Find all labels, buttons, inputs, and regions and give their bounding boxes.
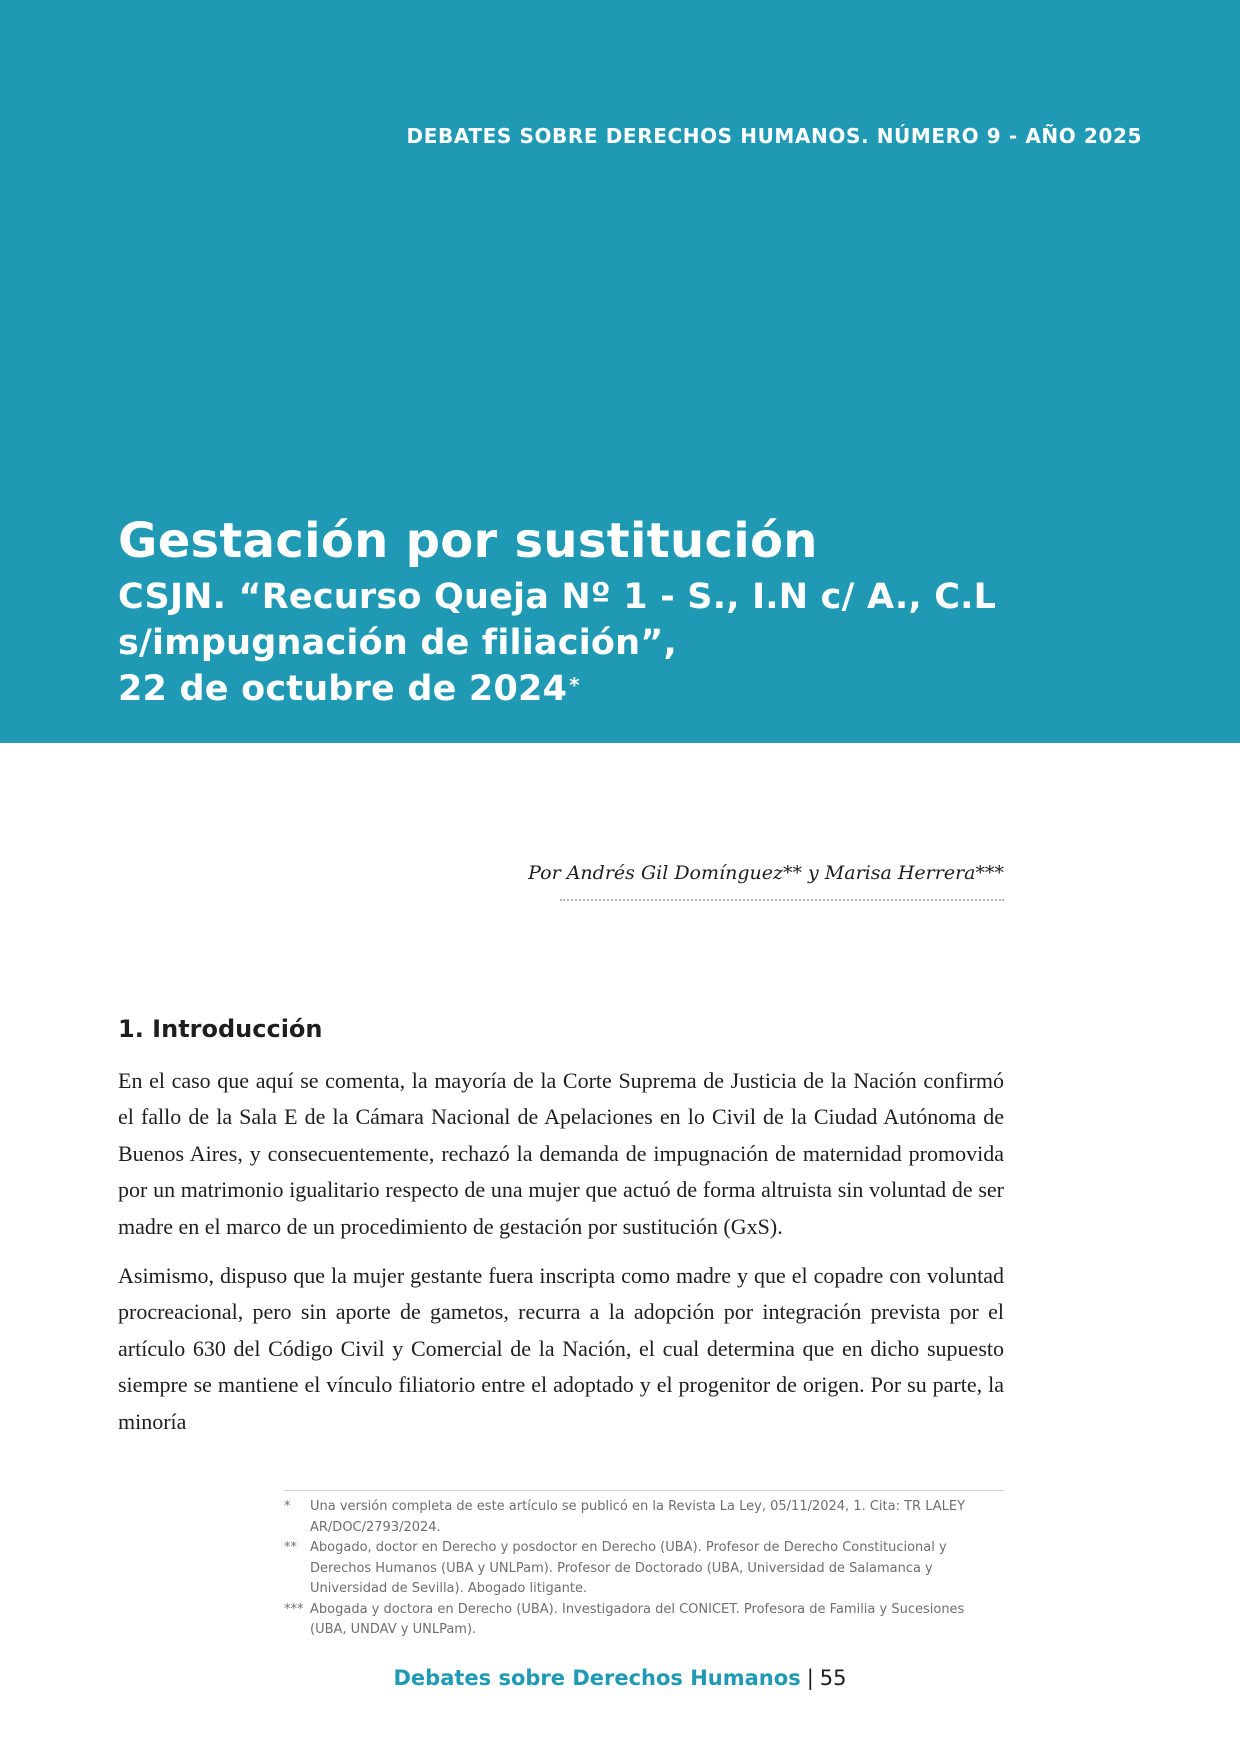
paragraph-1: En el caso que aquí se comenta, la mayoría de la Corte Suprema de Justicia de la Nación confirmó el fallo de la Sala E de la Cámara Nacional de Apelaciones en lo Civil de la Ciudad Autónoma de Buenos Aires, y consecuentemente, rechazó la demanda de impugnación de maternidad promovida por un matrimonio igualitario respecto de una mujer que actuó de forma altruista sin voluntad de ser madre en el marco de un procedimiento de gestación por sustitución (GxS). <box>118 1068 1004 1239</box>
footnote-1 <box>284 1497 1004 1538</box>
footer-journal-name: Debates sobre Derechos Humanos <box>393 1666 801 1690</box>
page-number: 55 <box>819 1666 847 1690</box>
footnote-text: Una versión completa de este artículo se publicó en la Revista La Ley, 05/11/2024, 1. Cita: TR LALEY AR/DOC/2793/2024. <box>310 1499 966 1535</box>
footnote-mark: *** <box>284 1601 304 1617</box>
subtitle-line-1: CSJN. “Recurso Queja Nº 1 - S., I.N c/ A., C.L <box>118 577 997 617</box>
footer-separator: | <box>806 1666 814 1690</box>
subtitle-date: 22 de octubre de 2024 <box>118 669 568 709</box>
footnote-2 <box>284 1538 1004 1600</box>
article-subtitle <box>118 574 1178 712</box>
footnote-mark: ** <box>284 1540 297 1555</box>
main-content <box>118 1015 1004 1453</box>
footnote-text: Abogado, doctor en Derecho y posdoctor en Derecho (UBA). Profesor de Derecho Constitucional y Derechos Humanos (UBA y UNLPam). Profesor de Doctorado (UBA, Universidad de Salamanca y Universidad de Sevilla). Abogado litigante. <box>310 1540 947 1596</box>
section-title: 1. Introducción <box>118 1015 323 1043</box>
footnote-mark: * <box>284 1499 291 1514</box>
header-band <box>0 0 1240 743</box>
byline-divider <box>560 899 1004 901</box>
paragraph-2: Asimismo, dispuso que la mujer gestante fuera inscripta como madre y que el copadre con voluntad procreacional, pero sin aporte de gametos, recurra a la adopción por integración prevista por el artículo 630 del Código Civil y Comercial de la Nación, el cual determina que en dicho supuesto siempre se mantiene el vínculo filiatorio entre el adoptado y el progenitor de origen. Por su parte, la minoría <box>118 1263 1004 1434</box>
footnote-text: Abogada y doctora en Derecho (UBA). Investigadora del CONICET. Profesora de Familia y Sucesiones (UBA, UNDAV y UNLPam). <box>310 1601 965 1637</box>
subtitle-line-3 <box>118 666 1178 712</box>
footnote-3 <box>284 1600 1004 1641</box>
article-title: Gestación por sustitución <box>118 513 818 569</box>
title-block <box>118 510 1178 712</box>
footnotes <box>284 1490 1004 1641</box>
byline: Por Andrés Gil Domínguez** y Marisa Herrera*** <box>528 862 1004 884</box>
subtitle-line-2: s/impugnación de filiación”, <box>118 623 677 663</box>
series-title: DEBATES SOBRE DERECHOS HUMANOS. NÚMERO 9 - AÑO 2025 <box>406 124 1142 148</box>
page-footer <box>0 1666 1240 1690</box>
footnote-ref-star[interactable]: * <box>569 673 580 697</box>
